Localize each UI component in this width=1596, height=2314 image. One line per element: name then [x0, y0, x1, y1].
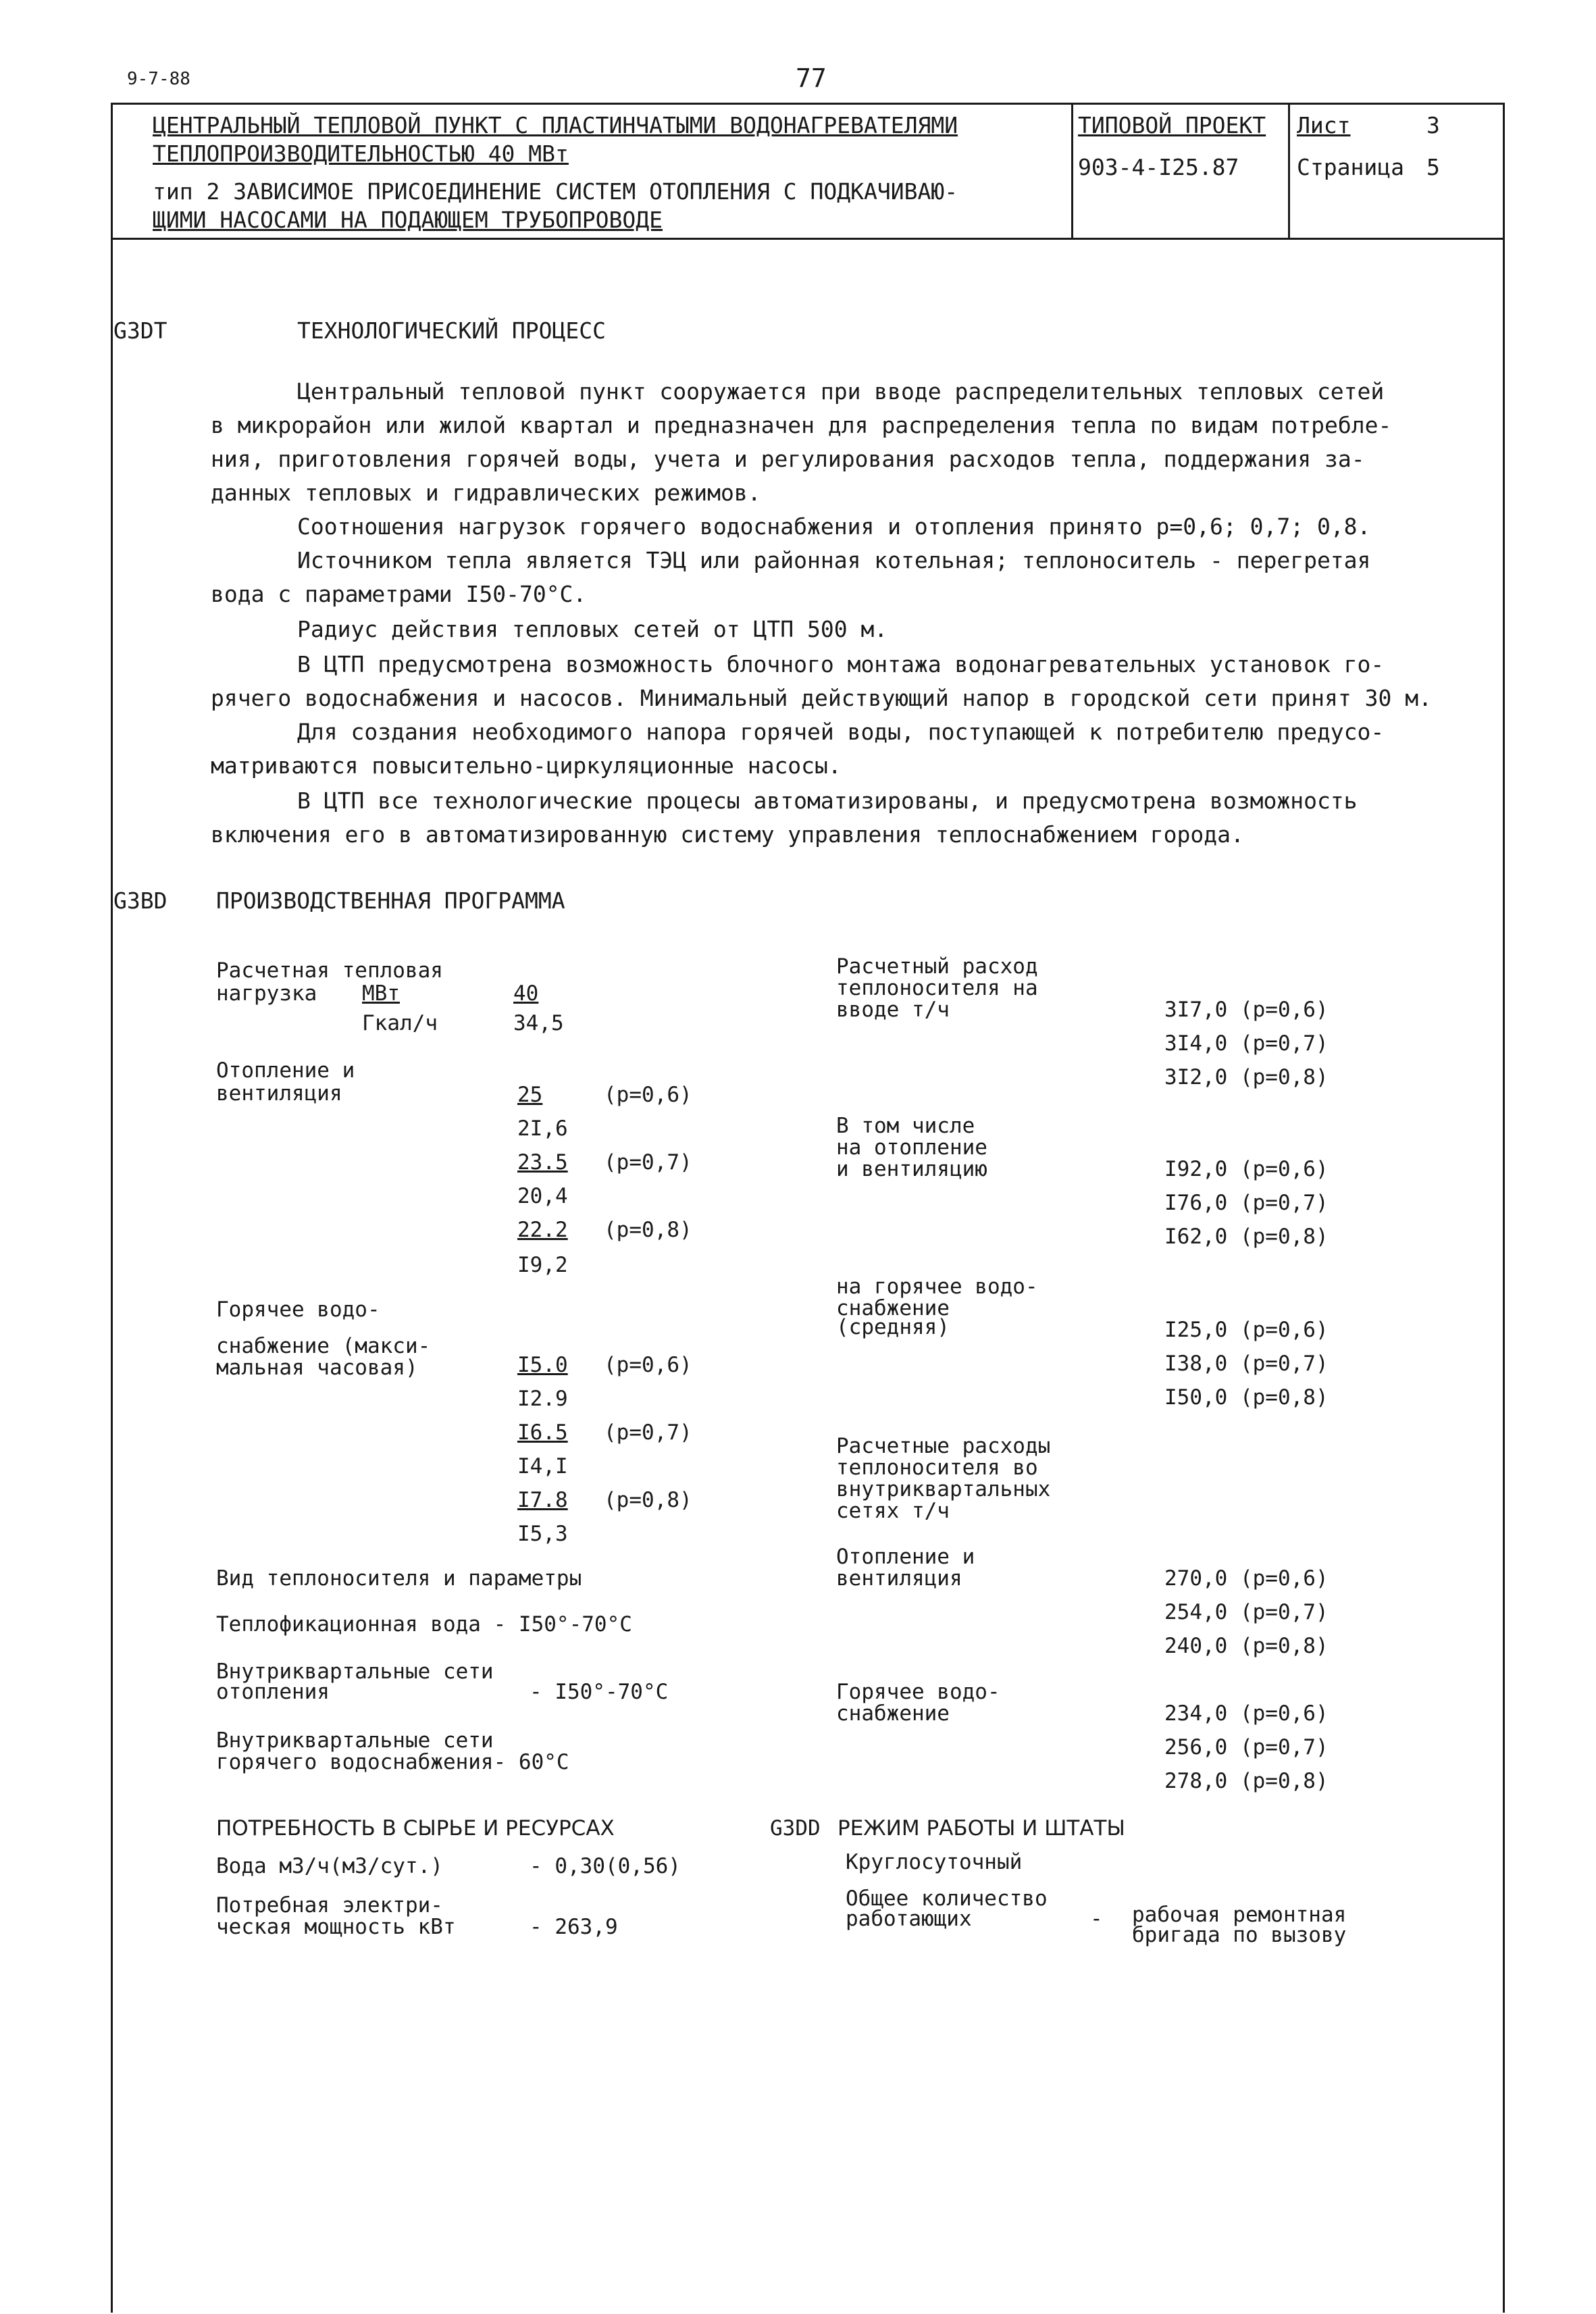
tech-line: матриваются повысительно-циркуляционные насосы.: [211, 752, 842, 779]
staff-title: РЕЖИМ РАБОТЫ И ШТАТЫ: [838, 1816, 1125, 1841]
tech-line: В ЦТП предусмотрена возможность блочного монтажа водонагревательных установок го-: [297, 651, 1385, 677]
load-gcal: 34,5: [513, 1011, 564, 1035]
hw-p: (р=0,8): [604, 1488, 692, 1512]
power-label-2: ческая мощность кВт: [216, 1915, 456, 1939]
staff-count-label: Общее количество: [846, 1886, 1048, 1911]
carrier-hw-label-2: горячего водоснабжения- 60°С: [216, 1750, 569, 1774]
incl-value: I76,0 (р=0,7): [1164, 1191, 1329, 1215]
heating-p: (р=0,8): [604, 1218, 692, 1242]
tech-line: Источником тепла является ТЭЦ или районная котельная; теплоноситель - перегретая: [297, 547, 1371, 573]
intra-title-2: теплоносителя во: [836, 1456, 1038, 1480]
hwavg-value: I38,0 (р=0,7): [1164, 1352, 1329, 1376]
intra-hw-value: 234,0 (р=0,6): [1164, 1701, 1329, 1726]
heating-p: (р=0,7): [604, 1150, 692, 1175]
header-title-line: тип 2 ЗАВИСИМОЕ ПРИСОЕДИНЕНИЕ СИСТЕМ ОТОПЛЕНИЯ С ПОДКАЧИВАЮ-: [153, 178, 958, 205]
tech-line: включения его в автоматизированную систему управления теплоснабжением города.: [211, 821, 1244, 848]
calc-load-label-2: нагрузка: [216, 981, 317, 1006]
intra-title-4: сетях т/ч: [836, 1499, 950, 1523]
tech-line: ния, приготовления горячей воды, учета и регулирования расходов тепла, поддержания за-: [211, 446, 1365, 472]
heating-gcal: 20,4: [517, 1184, 568, 1208]
hw-gcal: I4,I: [517, 1454, 568, 1479]
hwavg-label-2: снабжение: [836, 1296, 950, 1320]
incl-label: В том числе: [836, 1114, 975, 1138]
tech-line: рячего водоснабжения и насосов. Минимальный действующий напор в городской сети принят 30 м.: [211, 685, 1432, 711]
flow-value: 3I4,0 (р=0,7): [1164, 1031, 1329, 1056]
header-title-line: ЩИМИ НАСОСАМИ НА ПОДАЮЩЕМ ТРУБОПРОВОДЕ: [153, 207, 663, 233]
hw-label-3: мальная часовая): [216, 1356, 418, 1380]
intra-heat-value: 270,0 (р=0,6): [1164, 1566, 1329, 1591]
tech-line: данных тепловых и гидравлических режимов.: [211, 480, 761, 506]
intra-hw-value: 278,0 (р=0,8): [1164, 1769, 1329, 1793]
water-label: Вода м3/ч(м3/сут.): [216, 1854, 443, 1878]
incl-label-3: и вентиляцию: [836, 1157, 987, 1181]
carrier-heating-label-2: отопления: [216, 1680, 330, 1704]
staff-dash: -: [1090, 1907, 1103, 1931]
heating-gcal: I9,2: [517, 1253, 568, 1277]
tech-code: G3DT: [113, 317, 168, 344]
intra-heat-label-2: вентиляция: [836, 1566, 962, 1591]
carrier-water: Теплофикационная вода - I50°-70°С: [216, 1612, 632, 1637]
carrier-title: Вид теплоносителя и параметры: [216, 1566, 582, 1591]
hw-p: (р=0,6): [604, 1353, 692, 1377]
hw-mw: I5.0: [517, 1353, 568, 1377]
heating-mw: 23.5: [517, 1150, 568, 1175]
carrier-heating-value: - I50°-70°С: [530, 1680, 669, 1704]
flow-title-3: вводе т/ч: [836, 998, 950, 1022]
staff-code: G3DD: [770, 1816, 821, 1841]
power-value: - 263,9: [530, 1915, 618, 1939]
staff-mode: Круглосуточный: [846, 1850, 1023, 1874]
carrier-heating-label: Внутриквартальные сети: [216, 1660, 494, 1684]
heating-label-2: вентиляция: [216, 1081, 342, 1106]
heating-p: (р=0,6): [604, 1083, 692, 1107]
staff-count-value-2: бригада по вызову: [1132, 1923, 1347, 1947]
heating-label: Отопление и: [216, 1058, 355, 1083]
tech-line: Для создания необходимого напора горячей воды, поступающей к потребителю предусо-: [297, 719, 1385, 745]
incl-value: I62,0 (р=0,8): [1164, 1225, 1329, 1249]
intra-hw-label-2: снабжение: [836, 1701, 950, 1726]
flow-title: Расчетный расход: [836, 954, 1038, 979]
hw-mw: I7.8: [517, 1488, 568, 1512]
resources-title: ПОТРЕБНОСТЬ В СЫРЬЕ И РЕСУРСАХ: [216, 1816, 615, 1841]
intra-heat-value: 240,0 (р=0,8): [1164, 1634, 1329, 1658]
staff-count-label-2: работающих: [846, 1907, 972, 1931]
water-value: - 0,30(0,56): [530, 1854, 681, 1878]
header-vline-2: [1288, 103, 1290, 239]
tech-line: в микрорайон или жилой квартал и предназначен для распределения тепла по видам потребле-: [211, 412, 1392, 438]
heating-mw: 22.2: [517, 1218, 568, 1242]
header-vline-1: [1071, 103, 1073, 239]
header-title-line: ЦЕНТРАЛЬНЫЙ ТЕПЛОВОЙ ПУНКТ С ПЛАСТИНЧАТЫМИ ВОДОНАГРЕВАТЕЛЯМИ: [153, 112, 958, 138]
heating-gcal: 2I,6: [517, 1116, 568, 1141]
intra-hw-label: Горячее водо-: [836, 1680, 1000, 1704]
document-code: 9-7-88: [127, 69, 190, 89]
hwavg-label-3: (средняя): [836, 1315, 950, 1339]
program-title: ПРОИЗВОДСТВЕННАЯ ПРОГРАММА: [216, 888, 565, 914]
program-code: G3BD: [113, 888, 168, 914]
sheet-value: 3: [1426, 112, 1440, 138]
tech-line: Соотношения нагрузок горячего водоснабжения и отопления принято р=0,6; 0,7; 0,8.: [297, 513, 1371, 540]
unit-mw: МВт: [362, 981, 400, 1006]
tech-title: ТЕХНОЛОГИЧЕСКИЙ ПРОЦЕСС: [297, 317, 606, 344]
hw-label-2: снабжение (макси-: [216, 1334, 431, 1358]
tech-line: Центральный тепловой пункт сооружается при вводе распределительных тепловых сетей: [297, 378, 1385, 405]
intra-heat-value: 254,0 (р=0,7): [1164, 1600, 1329, 1624]
intra-heat-label: Отопление и: [836, 1545, 975, 1569]
header-title-line: ТЕПЛОПРОИЗВОДИТЕЛЬНОСТЬЮ 40 МВт: [153, 140, 569, 167]
page-value: 5: [1426, 154, 1440, 180]
page-number: 77: [796, 63, 827, 93]
project-label: ТИПОВОЙ ПРОЕКТ: [1078, 112, 1266, 138]
tech-line: вода с параметрами I50-70°С.: [211, 581, 587, 607]
page-label: Страница: [1297, 154, 1404, 180]
hw-mw: I6.5: [517, 1420, 568, 1445]
hw-p: (р=0,7): [604, 1420, 692, 1445]
flow-value: 3I2,0 (р=0,8): [1164, 1065, 1329, 1089]
calc-load-label: Расчетная тепловая: [216, 958, 443, 983]
hw-label: Горячее водо-: [216, 1297, 380, 1322]
carrier-hw-label: Внутриквартальные сети: [216, 1728, 494, 1753]
hw-gcal: I2.9: [517, 1387, 568, 1411]
load-mw: 40: [513, 981, 539, 1006]
tech-line: В ЦТП все технологические процесы автоматизированы, и предусмотрена возможность: [297, 788, 1358, 814]
project-number: 903-4-I25.87: [1078, 154, 1239, 180]
incl-label-2: на отопление: [836, 1135, 987, 1160]
tech-line: Радиус действия тепловых сетей от ЦТП 500 м.: [297, 616, 888, 642]
hwavg-value: I50,0 (р=0,8): [1164, 1385, 1329, 1410]
intra-title-3: внутриквартальных: [836, 1477, 1051, 1501]
hw-gcal: I5,3: [517, 1522, 568, 1546]
flow-title-2: теплоносителя на: [836, 976, 1038, 1000]
intra-hw-value: 256,0 (р=0,7): [1164, 1735, 1329, 1759]
intra-title: Расчетные расходы: [836, 1434, 1051, 1458]
heating-mw: 25: [517, 1083, 543, 1107]
power-label: Потребная электри-: [216, 1893, 443, 1918]
incl-value: I92,0 (р=0,6): [1164, 1157, 1329, 1181]
header-divider: [111, 238, 1505, 240]
unit-gcal: Гкал/ч: [362, 1011, 438, 1035]
staff-count-value: рабочая ремонтная: [1132, 1903, 1347, 1927]
sheet-label: Лист: [1297, 112, 1351, 138]
hwavg-value: I25,0 (р=0,6): [1164, 1318, 1329, 1342]
hwavg-label: на горячее водо-: [836, 1275, 1038, 1299]
flow-value: 3I7,0 (р=0,6): [1164, 998, 1329, 1022]
